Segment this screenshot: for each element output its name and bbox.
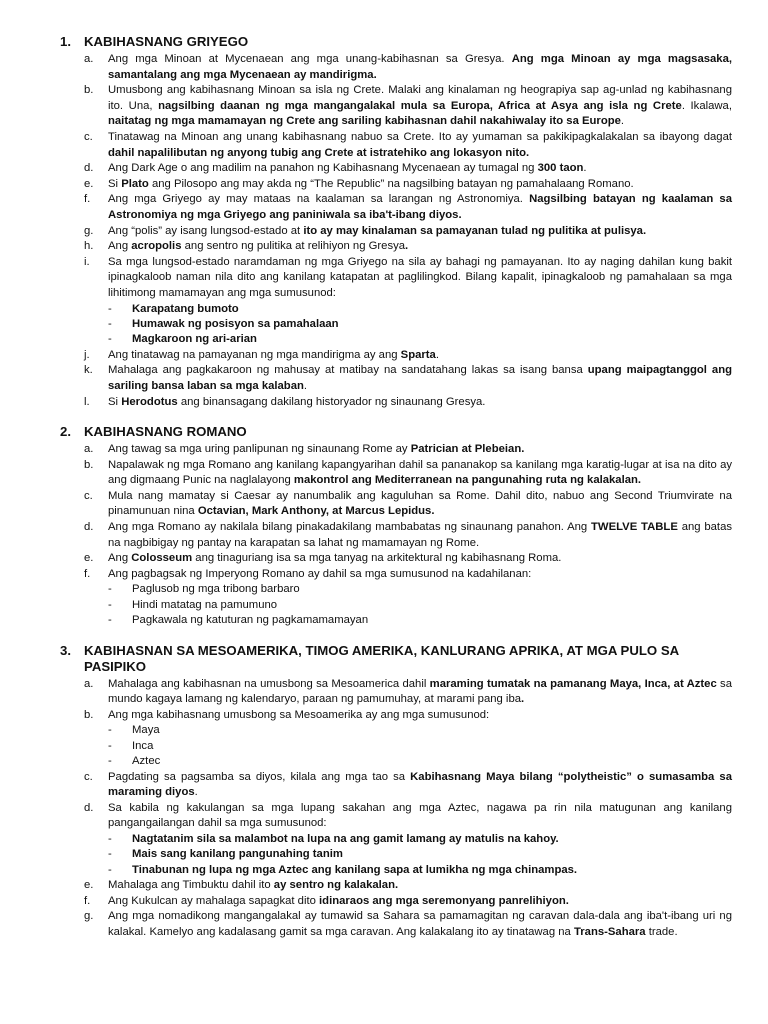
item-letter: b. — [84, 458, 94, 471]
text-run: Sa mga lungsod-estado naramdaman ng mga Griyego na sila ay bahagi ng pamayanan. Ito ay naging dahilan kung bakit ipinagkaloob naman nila dito ang kanilang katapatan at paglilingkod. Bilang kapalit, ipinagkaloob ng pamahalaan sa mga lihitimong mamamayan ang mga sumusunod: — [108, 255, 732, 299]
bold-text: makontrol ang Mediterranean na pangunahing ruta ng kalakalan. — [293, 474, 642, 487]
sub-item — [108, 302, 732, 317]
bold-text: TWELVE TABLE — [591, 521, 678, 534]
list-item — [84, 348, 732, 364]
bold-text: dahil napalilibutan ng anyong tubig ang Crete at istratehiko ang lokasyon nito. — [108, 146, 530, 159]
section — [60, 34, 732, 410]
bold-text: Nagsilbing batayan ng kaalaman sa Astronomiya ng mga Griyego ang paniniwala sa iba't-ibang diyos. — [108, 193, 733, 221]
text-run: Ang mga nomadikong mangangalakal ay tumawid sa Sahara sa pamamagitan ng caravan dala-dala ang iba't-ibang uri ng kalakal. Kamelyo ang kadalasang gamit sa mga caravan. Ang kalakalang ito ay tinatawag na — [108, 910, 732, 939]
list-item — [84, 130, 732, 161]
text-run: . — [620, 115, 625, 128]
item-text — [108, 177, 732, 193]
bold-text: acropolis — [131, 240, 182, 253]
list-item — [84, 395, 732, 411]
item-text — [108, 395, 732, 411]
list-item — [84, 192, 732, 223]
item-letter: b. — [84, 708, 94, 721]
text-run: . — [583, 162, 587, 175]
item-text — [108, 801, 732, 832]
item-letter: l. — [84, 395, 90, 408]
item-text — [108, 878, 732, 894]
item-letter: d. — [84, 521, 94, 534]
item-text — [108, 551, 732, 567]
list-item — [84, 801, 732, 832]
item-letter: g. — [84, 910, 94, 923]
text-run: Ang tawag sa mga uring panlipunan ng sinaunang Rome ay — [108, 443, 411, 456]
item-text — [108, 224, 732, 240]
bold-text: Sparta — [400, 348, 436, 361]
item-letter: c. — [84, 130, 93, 143]
item-text — [108, 489, 732, 520]
item-letter: e. — [84, 879, 94, 892]
dash-bullet: - — [108, 302, 112, 315]
item-letter: b. — [84, 84, 94, 97]
bold-text: Octavian, Mark Anthony, at Marcus Lepidus. — [197, 505, 435, 518]
sub-item — [108, 739, 732, 754]
section-number: 1. — [60, 34, 71, 49]
sub-item — [108, 613, 732, 628]
sub-item — [108, 754, 732, 769]
sub-item-text: Magkaroon ng ari-arian — [132, 333, 257, 346]
bold-text: naitatag ng mga mamamayan ng Crete ang sariling kabihasnan dahil nakahiwalay ito sa Europe — [108, 115, 621, 128]
item-letter: j. — [84, 348, 90, 361]
dash-bullet: - — [108, 614, 112, 627]
sub-item — [108, 863, 732, 878]
item-list — [84, 442, 732, 629]
item-letter: c. — [84, 770, 93, 783]
dash-bullet: - — [108, 598, 112, 611]
item-text — [108, 677, 732, 708]
text-run: . Ikalawa, — [681, 99, 732, 112]
item-letter: f. — [84, 567, 91, 580]
list-item — [84, 458, 732, 489]
text-run: Ang mga Romano ay nakilala bilang pinakadakilang mambabatas ng sinaunang panahon. Ang — [108, 521, 591, 534]
list-item — [84, 567, 732, 583]
text-run: ang tinaguriang isa sa mga tanyag na arkitektural ng kabihasnang Roma. — [192, 552, 562, 565]
bold-text: Trans-Sahara — [573, 926, 646, 939]
item-letter: a. — [84, 443, 94, 456]
bold-text: . — [405, 240, 409, 253]
list-item — [84, 894, 732, 910]
dash-bullet: - — [108, 333, 112, 346]
sub-item-text: Pagkawala ng katuturan ng pagkamamamayan — [132, 614, 369, 627]
sub-item-text: Karapatang bumoto — [132, 302, 239, 315]
sub-item — [108, 832, 732, 847]
text-run: Ang Kukulcan ay mahalaga sapagkat dito — [108, 894, 320, 907]
text-run: Ang — [108, 552, 132, 565]
item-letter: d. — [84, 801, 94, 814]
item-text — [108, 520, 732, 551]
list-item — [84, 224, 732, 240]
item-letter: g. — [84, 224, 94, 237]
item-letter: f. — [84, 193, 91, 206]
text-run: Ang Dark Age o ang madilim na panahon ng Kabihasnang Mycenaean ay tumagal ng — [108, 162, 538, 175]
item-text — [108, 348, 732, 364]
text-run: Mahalaga ang Timbuktu dahil ito — [108, 879, 274, 892]
bold-text: Colosseum — [131, 552, 193, 565]
list-item — [84, 770, 732, 801]
item-letter: d. — [84, 162, 94, 175]
text-run: Mahalaga ang pagkakaroon ng mahusay at matibay na sandatahang lakas sa isang bansa — [108, 364, 588, 377]
bold-text: Ang mga Minoan ay mga magsasaka, samantalang ang mga Mycenaean ay mandirigma. — [108, 53, 732, 81]
item-letter: c. — [84, 489, 93, 502]
sub-item-text: Mais sang kanilang pangunahing tanim — [132, 848, 343, 861]
item-text — [108, 894, 732, 910]
item-letter: e. — [84, 552, 94, 565]
text-run: ang batas na nagbibigay ng pantay na karapatan sa lahat ng mamamayan ng Rome. — [108, 521, 733, 549]
text-run: Ang — [108, 240, 132, 253]
text-run: . — [194, 786, 198, 799]
sub-item-text: Hindi matatag na pamumuno — [132, 598, 278, 611]
dash-bullet: - — [108, 724, 112, 737]
sub-item — [108, 847, 732, 862]
bold-text: Plato — [121, 177, 149, 190]
dash-bullet: - — [108, 833, 112, 846]
list-item — [84, 177, 732, 193]
sub-item-text: Maya — [132, 724, 160, 737]
bold-text: Herodotus — [121, 395, 178, 408]
item-text — [108, 708, 732, 724]
section-title: KABIHASNAN SA MESOAMERIKA, TIMOG AMERIKA, KANLURANG APRIKA, AT MGA PULO SA PASIPIKO — [84, 642, 679, 674]
list-item — [84, 161, 732, 177]
section-number: 2. — [60, 424, 71, 440]
section-heading — [60, 34, 732, 50]
text-run: . — [435, 348, 439, 361]
item-text — [108, 161, 732, 177]
item-text — [108, 363, 732, 394]
dash-bullet: - — [108, 317, 112, 330]
dash-bullet: - — [108, 848, 112, 861]
section-heading — [60, 424, 732, 440]
dash-bullet: - — [108, 863, 112, 876]
item-letter: h. — [84, 240, 94, 253]
text-run: Si — [108, 177, 122, 190]
item-list — [84, 52, 732, 410]
sub-item-text: Paglusob ng mga tribong barbaro — [132, 583, 300, 596]
item-list — [84, 677, 732, 941]
bold-text: 300 taon — [537, 162, 584, 175]
dash-bullet: - — [108, 755, 112, 768]
bold-text: ito ay may kinalaman sa pamayanan tulad ng pulitika at pulisya. — [303, 224, 647, 237]
section — [60, 424, 732, 629]
item-text — [108, 52, 732, 83]
item-text — [108, 770, 732, 801]
text-run: ang binansagang dakilang historyador ng sinaunang Gresya. — [177, 395, 486, 408]
item-text — [108, 130, 732, 161]
list-item — [84, 677, 732, 708]
section-number: 3. — [60, 642, 71, 658]
list-item — [84, 363, 732, 394]
list-item — [84, 83, 732, 130]
text-run: sa mundo kagaya lamang ng kalendaryo, paraan ng pamumuhay, at marami pang iba — [108, 677, 732, 706]
text-run: Mula nang mamatay si Caesar ay nanumbalik ang kaguluhan sa Rome. Dahil dito, nabuo ang Second Triumvirate na pinamunuan nina — [108, 489, 732, 518]
text-run: Si — [108, 395, 122, 408]
list-item — [84, 239, 732, 255]
item-letter: k. — [84, 364, 93, 377]
list-item — [84, 442, 732, 458]
text-run: Pagdating sa pagsamba sa diyos, kilala ang mga tao sa — [108, 770, 411, 783]
text-run: Ang mga Griyego ay may mataas na kaalaman sa larangan ng Astronomiya. — [108, 193, 530, 206]
text-run: Mahalaga ang kabihasnan na umusbong sa Mesoamerica dahil — [108, 677, 430, 690]
item-letter: e. — [84, 177, 94, 190]
item-text — [108, 458, 732, 489]
text-run: . — [303, 379, 308, 392]
text-run: trade. — [645, 926, 678, 939]
text-run: Umusbong ang kabihasnang Minoan sa isla ng Crete. Malaki ang kinalaman ng heograpiya sap ag-unlad ng kabihasnang ito. Una, — [108, 84, 732, 112]
item-text — [108, 567, 732, 583]
sub-item-text: Nagtatanim sila sa malambot na lupa na ang gamit lamang ay matulis na kahoy. — [132, 833, 559, 846]
text-run: Ang mga Minoan at Mycenaean ang mga unang-kabihasnan sa Gresya. — [108, 53, 512, 65]
sub-item — [108, 598, 732, 613]
text-run: ang sentro ng pulitika at relihiyon ng Gresya — [181, 240, 406, 253]
text-run: Tinatawag na Minoan ang unang kabihasnang nabuo sa Crete. Ito ay yumaman sa pakikipagkalakalan sa ibayong dagat — [108, 130, 732, 143]
sub-item-text: Tinabunan ng lupa ng mga Aztec ang kanilang sapa at lumikha ng mga chinampas. — [132, 863, 578, 876]
sub-item-text: Aztec — [132, 755, 161, 768]
section-title: KABIHASNANG GRIYEGO — [84, 34, 249, 49]
item-text — [108, 255, 732, 302]
sub-item-text: Humawak ng posisyon sa pamahalaan — [132, 317, 339, 330]
bold-text: idinaraos ang mga seremonyang panrelihiyon. — [319, 894, 569, 907]
list-item — [84, 489, 732, 520]
sub-item — [108, 723, 732, 738]
text-run: Ang “polis” ay isang lungsod-estado at — [108, 224, 304, 237]
item-text — [108, 442, 732, 458]
section-heading — [60, 643, 732, 675]
item-text — [108, 239, 732, 255]
list-item — [84, 551, 732, 567]
bold-text: Patrician at Plebeian. — [410, 443, 525, 456]
item-letter: a. — [84, 677, 94, 690]
text-run: Sa kabila ng kakulangan sa mga lupang sakahan ang mga Aztec, nagawa pa rin nila matugunan ang kanilang pangangailangan dahil sa mga sumusunod: — [108, 801, 732, 830]
dash-bullet: - — [108, 583, 112, 596]
list-item — [84, 708, 732, 724]
bold-text: Kabihasnang Maya bilang “polytheistic” o sumasamba sa maraming diyos — [108, 770, 732, 799]
list-item — [84, 255, 732, 302]
section — [60, 643, 732, 941]
list-item — [84, 520, 732, 551]
sub-item-text: Inca — [132, 739, 154, 752]
item-text — [108, 909, 732, 940]
text-run: Ang pagbagsak ng Imperyong Romano ay dahil sa mga sumusunod na kadahilanan: — [108, 567, 532, 580]
sub-item — [108, 582, 732, 597]
list-item — [84, 878, 732, 894]
bold-text: nagsilbing daanan ng mga mangangalakal mula sa Europa, Africa at Asya ang isla ng Crete — [158, 99, 682, 112]
text-run: Napalawak ng mga Romano ang kanilang kapangyarihan dahil sa pananakop sa kanilang mga karatig-lugar at isa na dito ay ang digmaang Punic na naglalayong — [108, 458, 732, 487]
list-item — [84, 909, 732, 940]
item-letter: f. — [84, 894, 91, 907]
list-item — [84, 52, 732, 83]
text-run: Ang mga kabihasnang umusbong sa Mesoamerika ay ang mga sumusunod: — [108, 708, 490, 721]
text-run: ang Pilosopo ang may akda ng “The Republic” na nagsilbing batayan ng pamahalaang Romano. — [148, 177, 634, 190]
item-letter: i. — [84, 255, 90, 268]
dash-bullet: - — [108, 739, 112, 752]
sub-item — [108, 317, 732, 332]
sub-item — [108, 332, 732, 347]
bold-text: . — [521, 693, 525, 706]
bold-text: upang maipagtanggol ang sariling bansa laban sa mga kalaban — [108, 364, 732, 392]
item-letter: a. — [84, 53, 94, 65]
section-title: KABIHASNANG ROMANO — [84, 424, 247, 440]
item-text — [108, 192, 732, 223]
bold-text: ay sentro ng kalakalan. — [273, 879, 399, 892]
bold-text: maraming tumatak na pamanang Maya, Inca, at Aztec — [429, 677, 717, 690]
item-text — [108, 83, 732, 130]
text-run: Ang tinatawag na pamayanan ng mga mandirigma ay ang — [108, 348, 401, 361]
